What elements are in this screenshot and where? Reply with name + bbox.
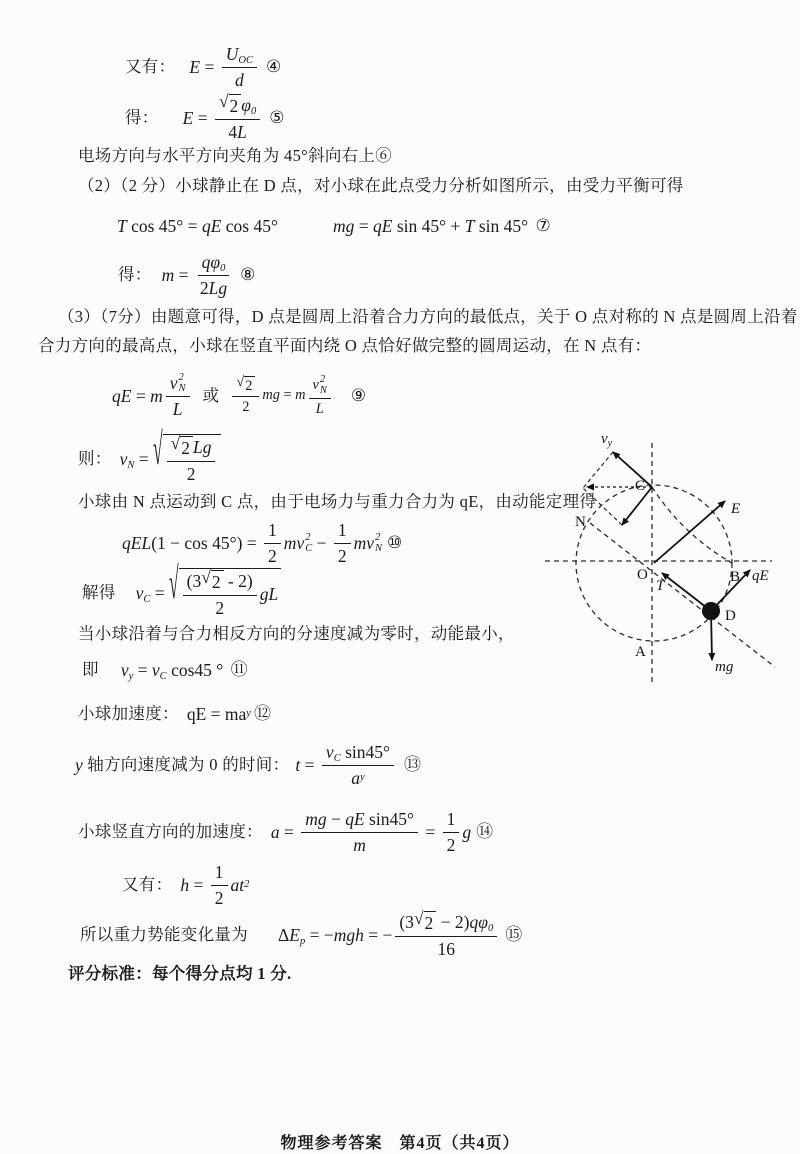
point-label-N: N <box>575 514 586 530</box>
formula-potential-energy: 所以重力势能变化量为 Δ E $_p$ = − mgh = − (3 √ 2 − 2) q φ $_0$ 16 ⑮ <box>80 908 523 959</box>
point-label-O: O <box>637 567 648 583</box>
point-label-C: C <box>635 478 646 494</box>
text-min-kinetic-energy: 当小球沿着与合力相反方向的分速度减为零时，动能最小， <box>78 624 515 643</box>
force-direction-line-NOD <box>590 523 775 667</box>
formula-work-energy: qEL (1 − cos 45°) = $\frac{1}{2}$ m v 2 C − $\frac{1}{2}$ m v 2 N ⑩ <box>122 520 403 566</box>
formula-circular-N: qE = m v 2 N L 或 √ 2 2 mg = m v 2 N L ⑨ <box>112 372 367 420</box>
E-vector-label: E <box>731 501 741 517</box>
text-grading-standard: 评分标准：每个得分点均 1 分. <box>68 964 292 983</box>
formula-time-to-zero: y 轴方向速度减为 0 的时间： t = v $_C$ sin45° a y ⑬ <box>75 742 421 788</box>
formula-acceleration: 小球加速度： qE = ma y ⑫ <box>78 703 271 724</box>
force-circle-diagram <box>545 413 800 708</box>
text-part3-line1: （3）（7分）由题意可得，D 点是圆周上沿着合力方向的最低点，关于 O 点对称的 N 点是圆周上沿着 <box>58 307 798 326</box>
vy-vector-arrow <box>613 452 652 487</box>
ball-at-D <box>702 602 720 620</box>
text-part3-line2: 合力方向的最高点，小球在竖直平面内绕 O 点恰好做完整的圆周运动，在 N 点有： <box>38 336 652 355</box>
parallelogram-side-top <box>583 452 613 488</box>
tension-vector-arrow <box>662 573 711 611</box>
qE-vector-label: qE <box>752 568 769 584</box>
T-vector-label: T <box>656 578 665 594</box>
trajectory-curve-CB <box>652 487 732 563</box>
formula-vN: 则： v $_N$ = √ √ 2 Lg 2 <box>78 432 221 486</box>
point-label-B: B <box>730 569 741 585</box>
point-label-A: A <box>635 644 646 660</box>
page-footer: 物理参考答案 第4页（共4页） <box>280 1135 520 1152</box>
formula-E-sqrt2-phi0: 得： E = √ 2 φ $_0$ 4 L ⑤ <box>125 91 285 142</box>
formula-force-balance: T cos 45° = qE cos 45° mg = qE sin 45° + T sin 45° ⑦ <box>117 215 551 236</box>
text-part2-intro: （2）（2 分）小球静止在 D 点，对小球在此点受力分析如图所示，由受力平衡可得 <box>78 176 684 195</box>
formula-vy-component: 即 v $_y$ = v $_C$ cos45 ° ⑪ <box>82 659 248 682</box>
text-nc-motion: 小球由 N 点运动到 C 点，由于电场力与重力合力为 qE，由动能定理得 <box>78 492 597 511</box>
formula-vertical-accel: 小球竖直方向的加速度： a = mg − qE sin45° m = $\frac{1}{2}$ g ⑭ <box>78 809 494 855</box>
vy-vector-label: $v_y$ <box>601 431 613 449</box>
formula-vC: 解得 v $_C$ = √ (3 √ 2 - 2) 2 gL <box>82 568 281 618</box>
text-field-direction: 电场方向与水平方向夹角为 45°斜向右上⑥ <box>78 146 393 165</box>
formula-mass: 得： m = q φ $_0$ 2 Lg ⑧ <box>118 252 256 298</box>
point-label-D: D <box>725 608 736 624</box>
mg-vector-label: mg <box>715 659 734 675</box>
E-field-vector-arrow <box>654 501 725 563</box>
formula-E-Uoc-over-d: 又有： E = U $_{OC}$ d ④ <box>125 44 282 90</box>
formula-height: 又有： h = $\frac{1}{2}$ at 2 <box>122 862 250 908</box>
